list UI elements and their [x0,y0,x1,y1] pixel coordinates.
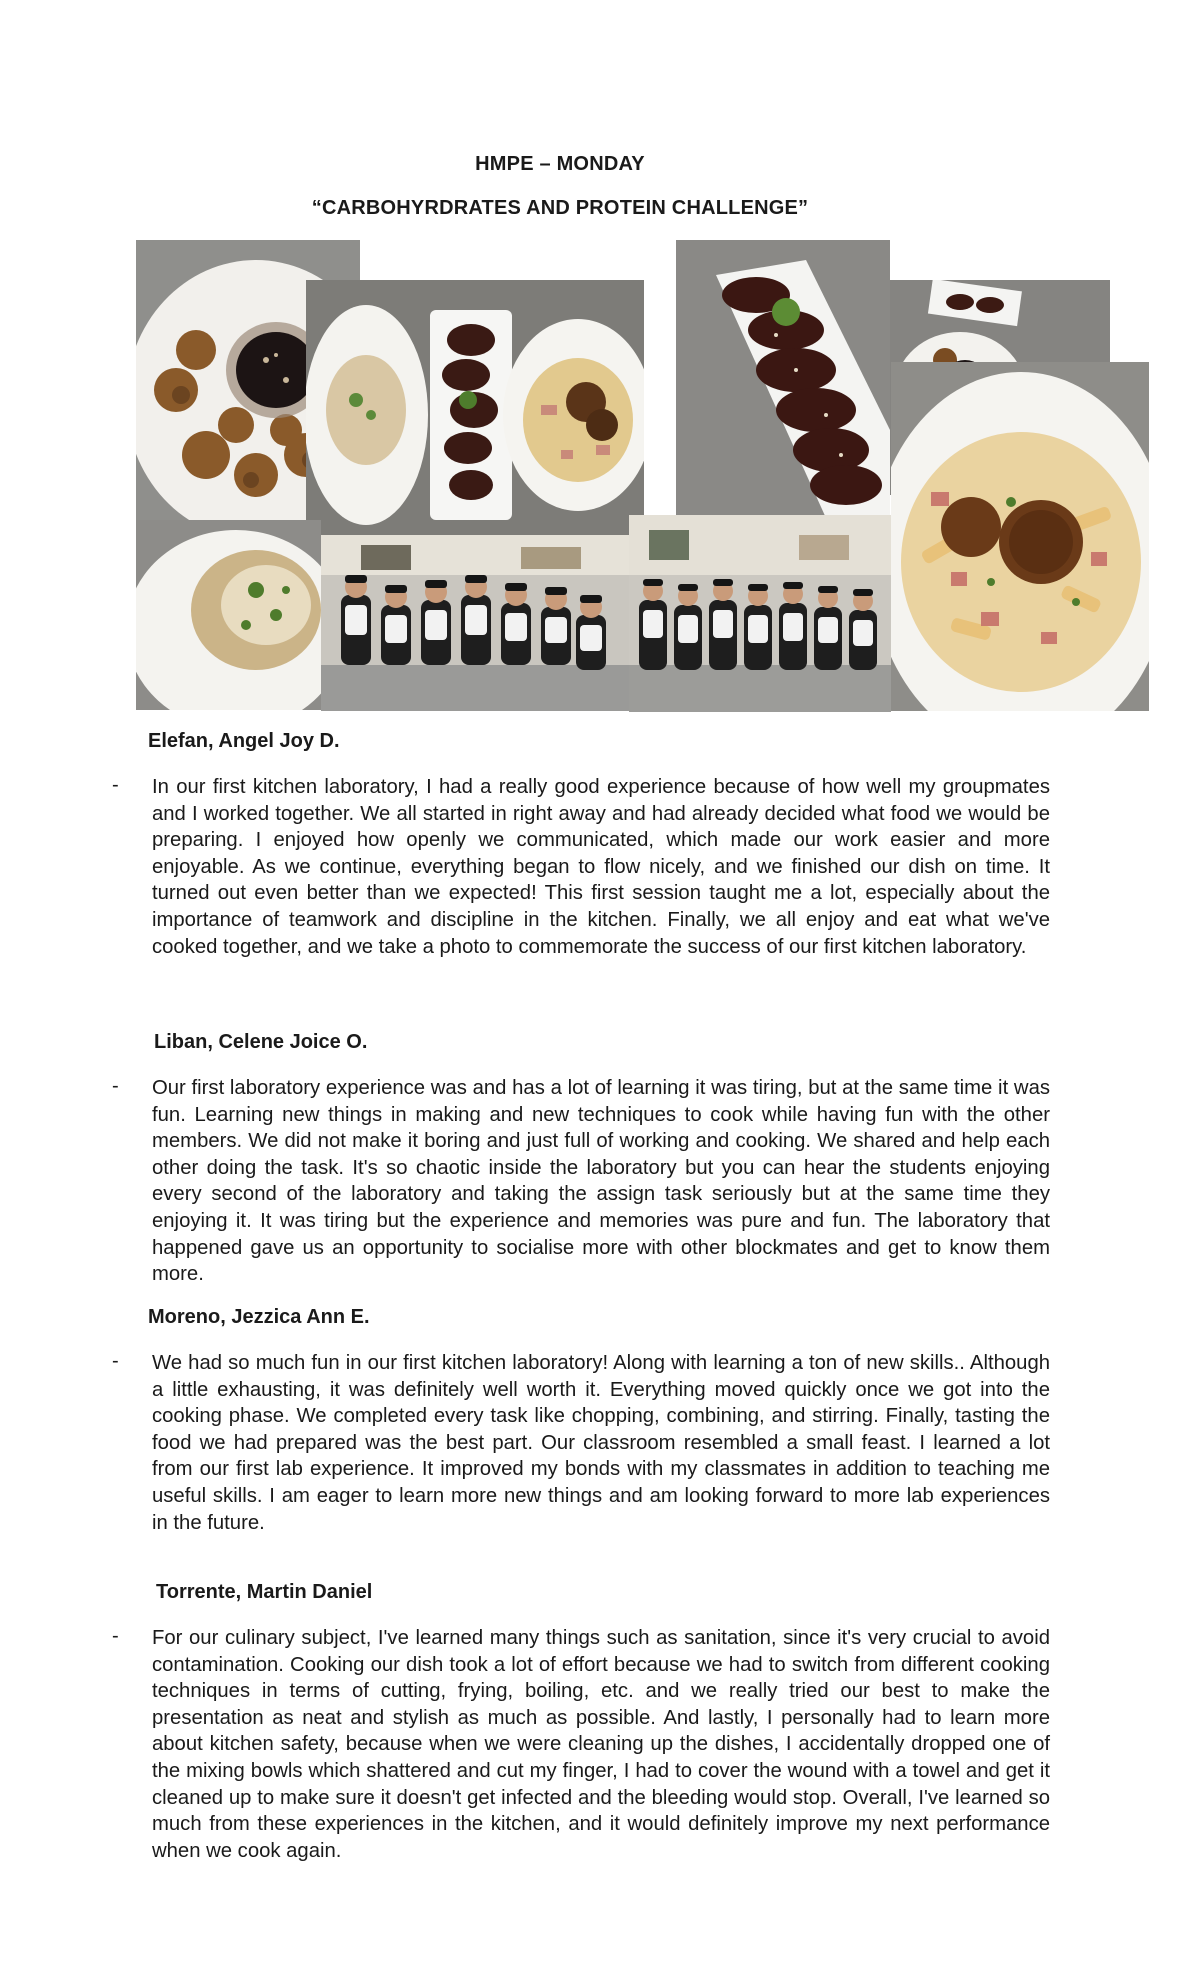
document-subtitle: “CARBOHYRDRATES AND PROTEIN CHALLENGE” [311,197,809,219]
photo-saucy-wings [676,240,890,518]
document-title: HMPE – MONDAY [475,153,645,175]
photo-pasta-meatballs [891,362,1149,711]
food-plate-icon [676,240,890,518]
bullet-dash: - [112,1075,119,1097]
student-name: Torrente, Martin Daniel [156,1581,373,1603]
group-photo-icon [629,515,891,712]
reflection-text: We had so much fun in our first kitchen laboratory! Along with learning a ton of new skills.. Although a little exhausting, it was definitely well worth it. Everything moved quickly once we got into the cooking phase. We completed every task like chopping, combining, and stirring. Finally, tasting the food we had prepared was the best part. Our classroom resembled a small feast. I learned a lot from our first lab experience. It improved my bonds with my classmates in addition to teaching me useful skills. I am eager to learn more new things and am looking forward to more lab experiences in the future. [152,1352,1050,1534]
bullet-dash: - [112,774,119,796]
photo-cream-chicken [136,520,321,710]
student-name: Moreno, Jezzica Ann E. [148,1306,370,1328]
photo-group-1 [321,535,629,711]
bullet-dash: - [112,1350,119,1372]
student-name: Elefan, Angel Joy D. [148,730,340,752]
bullet-dash: - [112,1625,119,1647]
reflection-text: For our culinary subject, I've learned many things such as sanitation, since it's very crucial to avoid contamination. Cooking our dish took a lot of effort because we had to switch from different cooking techniques in terms of cutting, frying, boiling, etc. and we really tried our best to make the presentation as neat and stylish as much as possible. And lastly, I personally had to learn more about kitchen safety, because when we were cleaning up the dishes, I accidentally dropped one of the mixing bowls which shattered and cut my finger, I had to cover the wound with a towel and get it cleaned up to make sure it doesn't get infected and the bleeding would stop. Overall, I've learned so much from these experiences in the kitchen, and it would definitely improve my next performance when we cook again. [152,1627,1050,1862]
group-photo-icon [321,535,629,711]
student-name: Liban, Celene Joice O. [154,1031,368,1053]
food-plate-icon [891,362,1149,711]
photo-group-2 [629,515,891,712]
photo-three-dishes [306,280,644,535]
reflection-text: Our first laboratory experience was and has a lot of learning it was tiring, but at the same time it was fun. Learning new things in making and new techniques to cook while having fun with the other members. We did not make it boring and just full of working and cooking. We shared and help each other doing the task. It's so chaotic inside the laboratory but you can hear the students enjoying every second of the laboratory and taking the assign task seriously but at the same time they enjoying it. It was tiring but the experience and memories was pure and fun. The laboratory that happened gave us an opportunity to socialise more with other blockmates and get to know them more. [152,1077,1050,1286]
food-plate-icon [306,280,644,535]
reflection-text: In our first kitchen laboratory, I had a really good experience because of how well my groupmates and I worked together. We all started in right away and had already decided what food we would be preparing. I enjoyed how openly we communicated, which made our work easier and more enjoyable. As we continue, everything began to flow nicely, and we finished our dish on time. It turned out even better than we expected! This first session taught me a lot, especially about the importance of teamwork and discipline in the kitchen. Finally, we all enjoy and eat what we've cooked together, and we take a photo to commemorate the success of our first kitchen laboratory. [152,776,1050,958]
food-plate-icon [136,520,321,710]
photo-collage [0,0,1200,720]
